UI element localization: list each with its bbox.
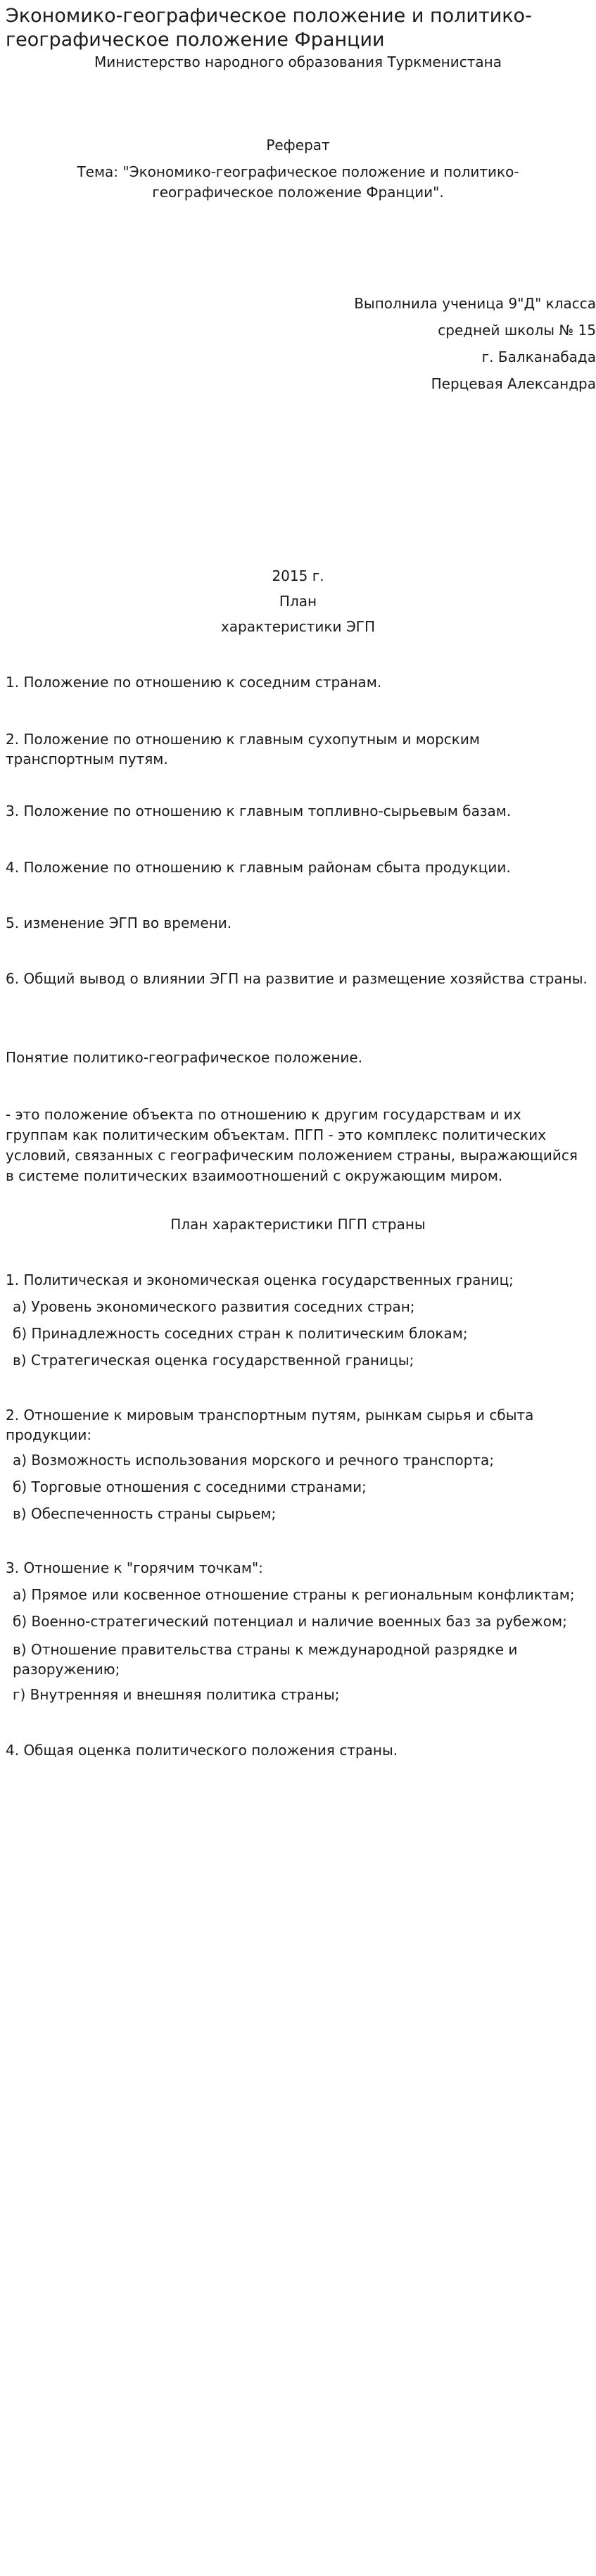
pgp-section-1-item-b: б) Принадлежность соседних стран к политическим блокам; <box>13 1325 468 1342</box>
pgp-plan-title: План характеристики ПГП страны <box>170 1216 426 1233</box>
egp-item-6: 6. Общий вывод о влиянии ЭГП на развитие и размещение хозяйства страны. <box>6 970 588 987</box>
pgp-section-3-item-d: г) Внутренняя и внешняя политика страны; <box>13 1686 340 1703</box>
pgp-section-3-item-b: б) Военно-стратегический потенциал и наличие военных баз за рубежом; <box>13 1613 567 1630</box>
pgp-section-2-item-c: в) Обеспеченность страны сырьем; <box>13 1505 277 1522</box>
author-line-2: средней школы № 15 <box>438 322 596 339</box>
pgp-section-3-heading: 3. Отношение к "горячим точкам": <box>6 1559 263 1576</box>
pgp-section-3-item-c: в) Отношение правительства страны к международной разрядке и разоружению; <box>13 1641 518 1678</box>
egp-item-3: 3. Положение по отношению к главным топливно-сырьевым базам. <box>6 803 512 819</box>
pgp-section-2-heading: 2. Отношение к мировым транспортным путям, рынкам сырья и сбыта продукции: <box>6 1407 534 1443</box>
pgp-section-1-item-a: а) Уровень экономического развития соседних стран; <box>13 1298 415 1315</box>
report-label: Реферат <box>266 137 330 153</box>
pgp-section-1-item-c: в) Стратегическая оценка государственной границы; <box>13 1352 414 1369</box>
egp-item-2: 2. Положение по отношению к главным сухопутным и морским транспортным путям. <box>6 731 480 767</box>
pgp-section-3-item-a: а) Прямое или косвенное отношение страны к региональным конфликтам; <box>13 1586 575 1603</box>
document-title: Экономико-географическое положение и политико-географическое положение Франции <box>6 5 532 51</box>
egp-item-5: 5. изменение ЭГП во времени. <box>6 915 232 931</box>
pgp-section-2-item-b: б) Торговые отношения с соседними странами; <box>13 1478 367 1495</box>
author-line-1: Выполнила ученица 9"Д" класса <box>354 295 596 312</box>
report-theme: Тема: "Экономико-географическое положение и политико-географическое положение Франции". <box>77 163 519 201</box>
pgp-section-1-heading: 1. Политическая и экономическая оценка государственных границ; <box>6 1271 514 1288</box>
egp-item-4: 4. Положение по отношению к главным районам сбыта продукции. <box>6 859 511 876</box>
egp-item-1: 1. Положение по отношению к соседним странам. <box>6 674 382 691</box>
plan-title: План <box>279 593 317 610</box>
year-line: 2015 г. <box>272 567 324 584</box>
ministry-line: Министерство народного образования Туркменистана <box>94 54 502 70</box>
author-line-3: г. Балканабада <box>481 348 596 365</box>
pgp-section-4-heading: 4. Общая оценка политического положения страны. <box>6 1742 398 1759</box>
author-line-4: Перцевая Александра <box>431 375 596 392</box>
concept-text: - это положение объекта по отношению к другим государствам и их группам как политическим объектам. ПГП - это комплекс политических условий, связанных с географическим положением страны, выражающийся в системе политических взаимоотношений с окружающим миром. <box>6 1106 578 1184</box>
concept-heading: Понятие политико-географическое положение. <box>6 1049 363 1066</box>
pgp-section-2-item-a: а) Возможность использования морского и речного транспорта; <box>13 1452 495 1469</box>
plan-subtitle: характеристики ЭГП <box>220 618 376 635</box>
